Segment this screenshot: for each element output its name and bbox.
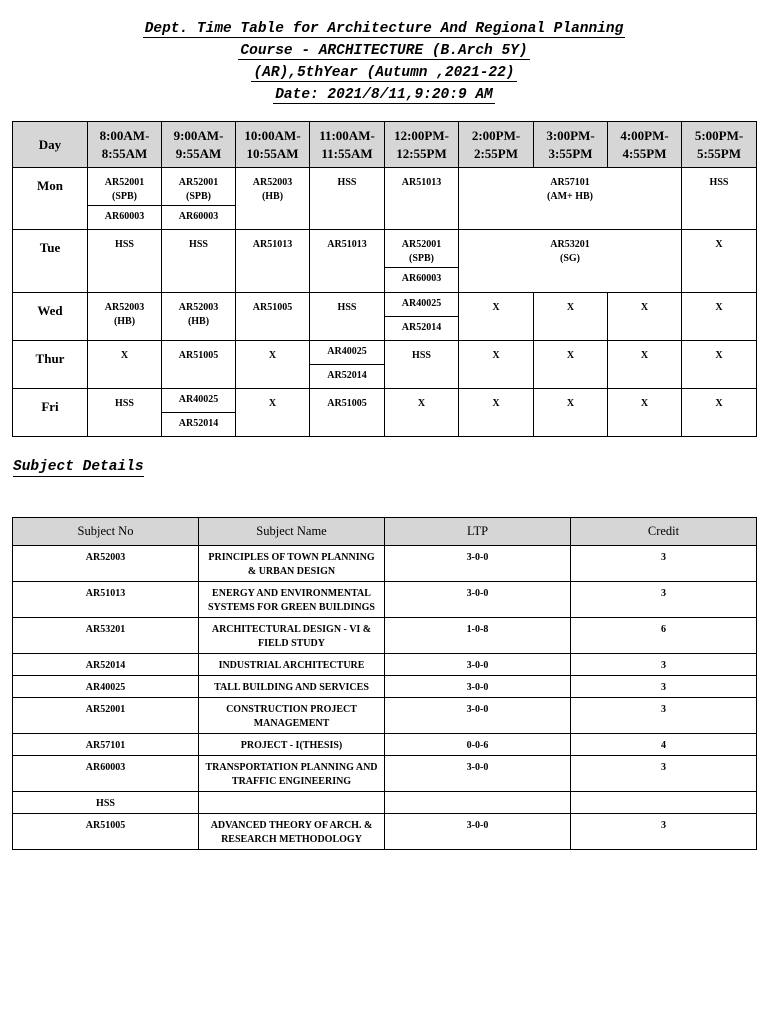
subject-no: AR60003	[13, 756, 199, 792]
timetable-cell: X	[682, 389, 757, 437]
timetable-cell: AR52014	[310, 365, 385, 389]
timetable-cell: X	[88, 341, 162, 389]
timetable-cell: X	[534, 341, 608, 389]
subject-name: TALL BUILDING AND SERVICES	[199, 676, 385, 698]
day-label: Mon	[13, 168, 88, 230]
slot-header: 10:00AM- 10:55AM	[236, 122, 310, 168]
subject-ltp: 3-0-0	[385, 698, 571, 734]
subject-no: AR52003	[13, 546, 199, 582]
subject-name: PROJECT - I(THESIS)	[199, 734, 385, 756]
subject-credit: 3	[571, 676, 757, 698]
timetable-cell: AR51005	[162, 341, 236, 389]
timetable-cell: X	[608, 341, 682, 389]
subject-name: PRINCIPLES OF TOWN PLANNING & URBAN DESIGN	[199, 546, 385, 582]
timetable-cell: HSS	[385, 341, 459, 389]
timetable-header-row	[13, 122, 757, 168]
subject-no: AR40025	[13, 676, 199, 698]
day-label: Tue	[13, 230, 88, 293]
slot-header: 12:00PM- 12:55PM	[385, 122, 459, 168]
timetable-row-mon	[13, 168, 757, 206]
timetable-row-tue	[13, 230, 757, 268]
subject-no: AR57101	[13, 734, 199, 756]
subject-name: ARCHITECTURAL DESIGN - VI & FIELD STUDY	[199, 618, 385, 654]
column-header: Credit	[571, 518, 757, 546]
subject-details-title: Subject Details	[13, 459, 144, 475]
column-header: Subject Name	[199, 518, 385, 546]
timetable-cell: X	[608, 389, 682, 437]
title-line-1: Dept. Time Table for Architecture And Regional Planning	[144, 21, 624, 37]
subject-credit: 6	[571, 618, 757, 654]
slot-header: 2:00PM- 2:55PM	[459, 122, 534, 168]
timetable-cell: AR52003 (HB)	[236, 168, 310, 230]
timetable-cell: HSS	[310, 293, 385, 341]
slot-header: 11:00AM- 11:55AM	[310, 122, 385, 168]
slot-header: 8:00AM- 8:55AM	[88, 122, 162, 168]
table-row	[13, 676, 757, 698]
timetable-cell: X	[459, 389, 534, 437]
column-header: Subject No	[13, 518, 199, 546]
subject-no: HSS	[13, 792, 199, 814]
subject-credit: 3	[571, 582, 757, 618]
subject-name: ENERGY AND ENVIRONMENTAL SYSTEMS FOR GREEN BUILDINGS	[199, 582, 385, 618]
subject-ltp	[385, 792, 571, 814]
timetable-cell: AR52003 (HB)	[88, 293, 162, 341]
timetable-cell: AR40025	[162, 389, 236, 413]
timetable-cell: AR52003 (HB)	[162, 293, 236, 341]
timetable-cell: AR51005	[236, 293, 310, 341]
timetable-cell: AR57101 (AM+ HB)	[459, 168, 682, 230]
subject-ltp: 3-0-0	[385, 814, 571, 850]
table-row	[13, 792, 757, 814]
timetable-cell: AR52014	[385, 317, 459, 341]
subject-name: CONSTRUCTION PROJECT MANAGEMENT	[199, 698, 385, 734]
timetable-cell: X	[608, 293, 682, 341]
timetable-cell: X	[459, 341, 534, 389]
subject-ltp: 3-0-0	[385, 546, 571, 582]
day-label: Wed	[13, 293, 88, 341]
subject-no: AR51013	[13, 582, 199, 618]
day-header: Day	[13, 122, 88, 168]
table-row	[13, 814, 757, 850]
slot-header: 3:00PM- 3:55PM	[534, 122, 608, 168]
title-line-2: Course - ARCHITECTURE (B.Arch 5Y)	[240, 43, 528, 59]
timetable-cell: AR53201 (SG)	[459, 230, 682, 293]
timetable-cell: X	[459, 293, 534, 341]
subject-name	[199, 792, 385, 814]
timetable	[12, 121, 757, 437]
timetable-row-thur	[13, 341, 757, 365]
subject-no: AR53201	[13, 618, 199, 654]
timetable-cell: X	[385, 389, 459, 437]
timetable-cell: AR52001 (SPB)	[162, 168, 236, 206]
timetable-cell: AR60003	[385, 268, 459, 293]
subject-no: AR52014	[13, 654, 199, 676]
subject-credit: 4	[571, 734, 757, 756]
column-header: LTP	[385, 518, 571, 546]
title-line-3: (AR),5thYear (Autumn ,2021-22)	[253, 65, 515, 81]
subject-header-row	[13, 518, 757, 546]
slot-header: 4:00PM- 4:55PM	[608, 122, 682, 168]
subject-no: AR51005	[13, 814, 199, 850]
timetable-cell: X	[682, 341, 757, 389]
timetable-cell: HSS	[682, 168, 757, 230]
subject-name: TRANSPORTATION PLANNING AND TRAFFIC ENGINEERING	[199, 756, 385, 792]
timetable-cell: HSS	[88, 230, 162, 293]
subject-no: AR52001	[13, 698, 199, 734]
timetable-cell: X	[236, 341, 310, 389]
subject-credit: 3	[571, 546, 757, 582]
timetable-cell: X	[682, 230, 757, 293]
timetable-cell: X	[236, 389, 310, 437]
timetable-cell: AR51013	[385, 168, 459, 230]
table-row	[13, 654, 757, 676]
slot-header: 9:00AM- 9:55AM	[162, 122, 236, 168]
table-row	[13, 618, 757, 654]
table-row	[13, 546, 757, 582]
timetable-row-fri	[13, 389, 757, 413]
table-row	[13, 698, 757, 734]
timetable-cell: HSS	[310, 168, 385, 230]
subject-details-table	[12, 517, 757, 850]
subject-credit: 3	[571, 814, 757, 850]
subject-credit: 3	[571, 698, 757, 734]
timetable-cell: HSS	[162, 230, 236, 293]
timetable-cell: X	[534, 389, 608, 437]
subject-credit: 3	[571, 756, 757, 792]
timetable-cell: AR60003	[88, 206, 162, 230]
subject-ltp: 3-0-0	[385, 676, 571, 698]
timetable-cell: AR52001 (SPB)	[385, 230, 459, 268]
timetable-cell: AR52001 (SPB)	[88, 168, 162, 206]
timetable-cell: AR51013	[310, 230, 385, 293]
table-row	[13, 734, 757, 756]
subject-credit	[571, 792, 757, 814]
timetable-cell: AR52014	[162, 413, 236, 437]
table-row	[13, 582, 757, 618]
timetable-cell: X	[682, 293, 757, 341]
subject-ltp: 3-0-0	[385, 582, 571, 618]
subject-name: INDUSTRIAL ARCHITECTURE	[199, 654, 385, 676]
subject-ltp: 1-0-8	[385, 618, 571, 654]
subject-ltp: 0-0-6	[385, 734, 571, 756]
day-label: Fri	[13, 389, 88, 437]
slot-header: 5:00PM- 5:55PM	[682, 122, 757, 168]
timetable-cell: HSS	[88, 389, 162, 437]
timetable-cell: AR60003	[162, 206, 236, 230]
subject-ltp: 3-0-0	[385, 654, 571, 676]
subject-credit: 3	[571, 654, 757, 676]
title-line-4: Date: 2021/8/11,9:20:9 AM	[275, 87, 493, 103]
timetable-cell: AR51013	[236, 230, 310, 293]
timetable-row-wed	[13, 293, 757, 317]
subject-name: ADVANCED THEORY OF ARCH. & RESEARCH METHODOLOGY	[199, 814, 385, 850]
timetable-cell: AR51005	[310, 389, 385, 437]
subject-ltp: 3-0-0	[385, 756, 571, 792]
timetable-cell: X	[534, 293, 608, 341]
timetable-cell: AR40025	[385, 293, 459, 317]
table-row	[13, 756, 757, 792]
timetable-cell: AR40025	[310, 341, 385, 365]
day-label: Thur	[13, 341, 88, 389]
